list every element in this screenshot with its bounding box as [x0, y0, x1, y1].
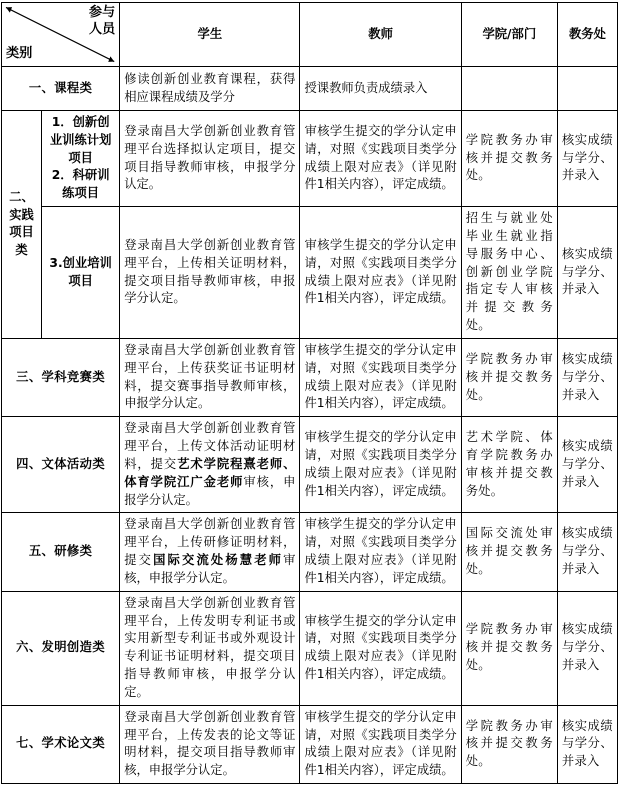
cell-student-practice: 登录南昌大学创新创业教育管理平台选择拟认定项目，提交项目指导教师审核，申报学分认定。	[120, 111, 300, 207]
row-category-competition: 三、学科竞赛类	[2, 338, 120, 416]
student-text-teacher-names: 国际交流处杨慧老师	[153, 553, 284, 568]
student-text-suffix: 审核，申报学分认定。	[124, 553, 296, 585]
cell-teacher-course: 授课教师负责成绩录入	[300, 67, 461, 111]
cell-department-course	[461, 67, 557, 111]
cell-department-invention: 学院教务办审核并提交教务处。	[461, 591, 557, 705]
student-text-prefix: 登录南昌大学创新创业教育管理平台，上传研修证明材料，提交	[124, 517, 296, 568]
row-category-research-study: 五、研修类	[2, 513, 120, 591]
cell-teacher-academic-paper: 审核学生提交的学分认定申请，对照《实践项目类学分成绩上限对应表》（详见附件1相关内容），评定成绩。	[300, 705, 461, 783]
cell-academic-startup-training: 核实成绩与学分、并录入	[557, 207, 617, 339]
cell-academic-course	[557, 67, 617, 111]
cell-department-practice: 学院教务办审核并提交教务处。	[461, 111, 557, 207]
cell-teacher-invention: 审核学生提交的学分认定申请，对照《实践项目类学分成绩上限对应表》（详见附件1相关内容），评定成绩。	[300, 591, 461, 705]
table-row	[2, 111, 618, 207]
table-row	[2, 513, 618, 591]
cell-department-research-study: 国际交流处审核并提交教务处。	[461, 513, 557, 591]
cell-teacher-practice: 审核学生提交的学分认定申请，对照《实践项目类学分成绩上限对应表》（详见附件1相关内容），评定成绩。	[300, 111, 461, 207]
table-row	[2, 417, 618, 513]
row-category-course: 一、课程类	[2, 67, 120, 111]
cell-academic-competition: 核实成绩与学分、并录入	[557, 338, 617, 416]
cell-student-research-study	[120, 513, 300, 591]
column-header-teacher: 教师	[300, 3, 461, 67]
cell-student-course: 修读创新创业教育课程，获得相应课程成绩及学分	[120, 67, 300, 111]
row-category-academic-paper: 七、学术论文类	[2, 705, 120, 783]
column-header-department: 学院/部门	[461, 3, 557, 67]
cell-department-competition: 学院教务办审核并提交教务处。	[461, 338, 557, 416]
subcategory-line-2: 2．科研训练项目	[51, 168, 110, 201]
cell-teacher-startup-training: 审核学生提交的学分认定申请，对照《实践项目类学分成绩上限对应表》（详见附件1相关内容），评定成绩。	[300, 207, 461, 339]
row-category-culture-sports: 四、文体活动类	[2, 417, 120, 513]
student-text-suffix: 审核，申报学分认定。	[124, 474, 296, 507]
row-category-practice: 二、实践项目类	[2, 111, 42, 339]
cell-academic-culture-sports: 核实成绩与学分、并录入	[557, 417, 617, 513]
table-header-row	[2, 3, 618, 67]
cell-academic-academic-paper: 核实成绩与学分、并录入	[557, 705, 617, 783]
document-page	[0, 2, 619, 787]
cell-student-competition: 登录南昌大学创新创业教育管理平台，上传获奖证书证明材料，提交赛事指导教师审核，申报学分认定。	[120, 338, 300, 416]
cell-department-academic-paper: 学院教务办审核并提交教务处。	[461, 705, 557, 783]
header-corner-cell	[2, 3, 120, 67]
column-header-academic-affairs: 教务处	[557, 3, 617, 67]
cell-subcategory-startup-training: 3.创业培训项目	[42, 207, 120, 339]
subcategory-line-1: 1．创新创业训练计划项目	[49, 115, 112, 165]
credit-recognition-table	[1, 2, 618, 784]
cell-student-culture-sports	[120, 417, 300, 513]
cell-student-academic-paper: 登录南昌大学创新创业教育管理平台，上传发表的论文等证明材料，提交项目指导教师审核，申报学分认定。	[120, 705, 300, 783]
header-category-label: 类别	[6, 46, 33, 62]
cell-department-startup-training: 招生与就业处毕业生就业指导服务中心、创新创业学院指定专人审核并提交教务处。	[461, 207, 557, 339]
table-row	[2, 67, 618, 111]
column-header-student: 学生	[120, 3, 300, 67]
cell-teacher-culture-sports: 审核学生提交的学分认定申请，对照《实践项目类学分成绩上限对应表》（详见附件1相关内容），评定成绩。	[300, 417, 461, 513]
cell-department-culture-sports: 艺术学院、体育学院教务办审核并提交教务处。	[461, 417, 557, 513]
student-text-teacher-names: 艺术学院程熹老师、体育学院江广金老师	[124, 456, 296, 489]
table-row	[2, 338, 618, 416]
cell-subcategory-training	[42, 111, 120, 207]
table-row	[2, 705, 618, 783]
cell-student-invention: 登录南昌大学创新创业教育管理平台，上传发明专利证书或实用新型专利证书或外观设计专利证书证明材料，提交项目指导教师审核，申报学分认定。	[120, 591, 300, 705]
table-row	[2, 591, 618, 705]
table-row	[2, 207, 618, 339]
cell-teacher-competition: 审核学生提交的学分认定申请，对照《实践项目类学分成绩上限对应表》（详见附件1相关内容），评定成绩。	[300, 338, 461, 416]
student-text-prefix: 登录南昌大学创新创业教育管理平台，上传文体活动证明材料，提交	[124, 421, 296, 471]
header-participant-label: 参与人员	[88, 5, 116, 37]
cell-academic-research-study: 核实成绩与学分、并录入	[557, 513, 617, 591]
cell-student-startup-training: 登录南昌大学创新创业教育管理平台，上传相关证明材料，提交项目指导教师审核，申报学分认定。	[120, 207, 300, 339]
cell-academic-practice: 核实成绩与学分、并录入	[557, 111, 617, 207]
cell-teacher-research-study: 审核学生提交的学分认定申请，对照《实践项目类学分成绩上限对应表》（详见附件1相关内容），评定成绩。	[300, 513, 461, 591]
cell-academic-invention: 核实成绩与学分、并录入	[557, 591, 617, 705]
row-category-invention: 六、发明创造类	[2, 591, 120, 705]
